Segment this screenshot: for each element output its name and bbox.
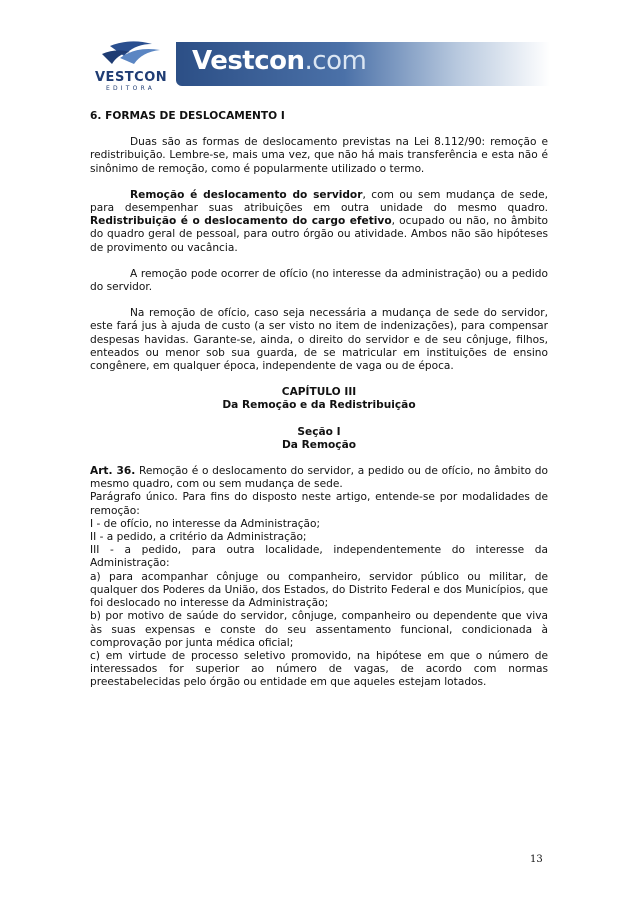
page-number: 13 bbox=[530, 854, 543, 865]
paragraph-1: Duas são as formas de deslocamento previstas na Lei 8.112/90: remoção e redistribuição. Lembre-se, mais uma vez, que não há mais transferência e esta não é sinônimo de remoção, como é popularmente utilizado o termo. bbox=[90, 136, 548, 175]
banner-brand-name: Vestcon bbox=[192, 46, 305, 76]
section-title: 6. FORMAS DE DESLOCAMENTO I bbox=[90, 110, 285, 122]
paragraph-2 bbox=[90, 189, 548, 255]
paragraph-2-bold-1: Remoção é deslocamento do servidor bbox=[130, 188, 363, 201]
chapter-heading: CAPÍTULO III bbox=[281, 386, 357, 399]
item-a: a) para acompanhar cônjuge ou companheiro, servidor público ou militar, de qualquer dos Poderes da União, dos Estados, do Distrito Federal e dos Municípios, que foi deslocado no interesse da Administração; bbox=[90, 570, 548, 610]
paragraph-3: A remoção pode ocorrer de ofício (no interesse da administração) ou a pedido do servidor. bbox=[90, 267, 548, 294]
banner-brand bbox=[192, 46, 366, 76]
article-text: Remoção é o deslocamento do servidor, a pedido ou de ofício, no âmbito do mesmo quadro, com ou sem mudança de sede. bbox=[90, 465, 549, 491]
banner-brand-domain: .com bbox=[304, 46, 367, 76]
paragraph-4: Na remoção de ofício, caso seja necessária a mudança de sede do servidor, este fará jus à ajuda de custo (a ser visto no item de indenizações), para compensar despesas havidas. Garante-se, ainda, o direito do servidor e de seu cônjuge, filhos, enteados ou menor sob sua guarda, de se matricular em instituições de ensino congênere, em qualquer época, independente de vaga ou de época. bbox=[90, 307, 548, 373]
section-heading: Seção I bbox=[297, 425, 341, 438]
paragraph-2-text-2: , ocupado ou não, no âmbito do quadro geral de pessoal, para outro órgão ou atividade. Ambos não são hipóteses de provimento ou vacância. bbox=[90, 215, 548, 254]
paragrafo-unico: Parágrafo único. Para fins do disposto neste artigo, entende-se por modalidades de remoção: bbox=[90, 491, 548, 517]
item-c: c) em virtude de processo seletivo promovido, na hipótese em que o número de interessados for superior ao número de vagas, de acordo com normas preestabelecidas pelo órgão ou entidade em que aqueles estejam lotados. bbox=[90, 649, 548, 689]
paragraph-2-text-1: , com ou sem mudança de sede, para desempenhar suas atribuições em outra unidade do mesmo quadro. bbox=[90, 188, 549, 215]
brand-banner bbox=[176, 42, 550, 86]
item-i: I - de ofício, no interesse da Administração; bbox=[90, 517, 321, 530]
item-b: b) por motivo de saúde do servidor, cônjuge, companheiro ou dependente que viva às suas expensas e conste do seu assentamento funcional, condicionada à comprovação por junta médica oficial; bbox=[90, 610, 548, 649]
paragraph-2-bold-2: Redistribuição é o deslocamento do cargo efetivo bbox=[90, 215, 392, 228]
item-ii: II - a pedido, a critério da Administração; bbox=[90, 531, 307, 544]
article-36 bbox=[90, 465, 548, 491]
article-label: Art. 36. bbox=[90, 465, 136, 478]
chapter-title: Da Remoção e da Redistribuição bbox=[222, 399, 416, 412]
item-iii: III - a pedido, para outra localidade, independentemente do interesse da Administração: bbox=[90, 544, 548, 570]
document-body bbox=[90, 110, 548, 690]
logo-name: VESTCON bbox=[95, 70, 168, 85]
logo-subtitle: EDITORA bbox=[106, 85, 155, 92]
section-name: Da Remoção bbox=[282, 438, 356, 451]
page-header bbox=[90, 36, 550, 92]
